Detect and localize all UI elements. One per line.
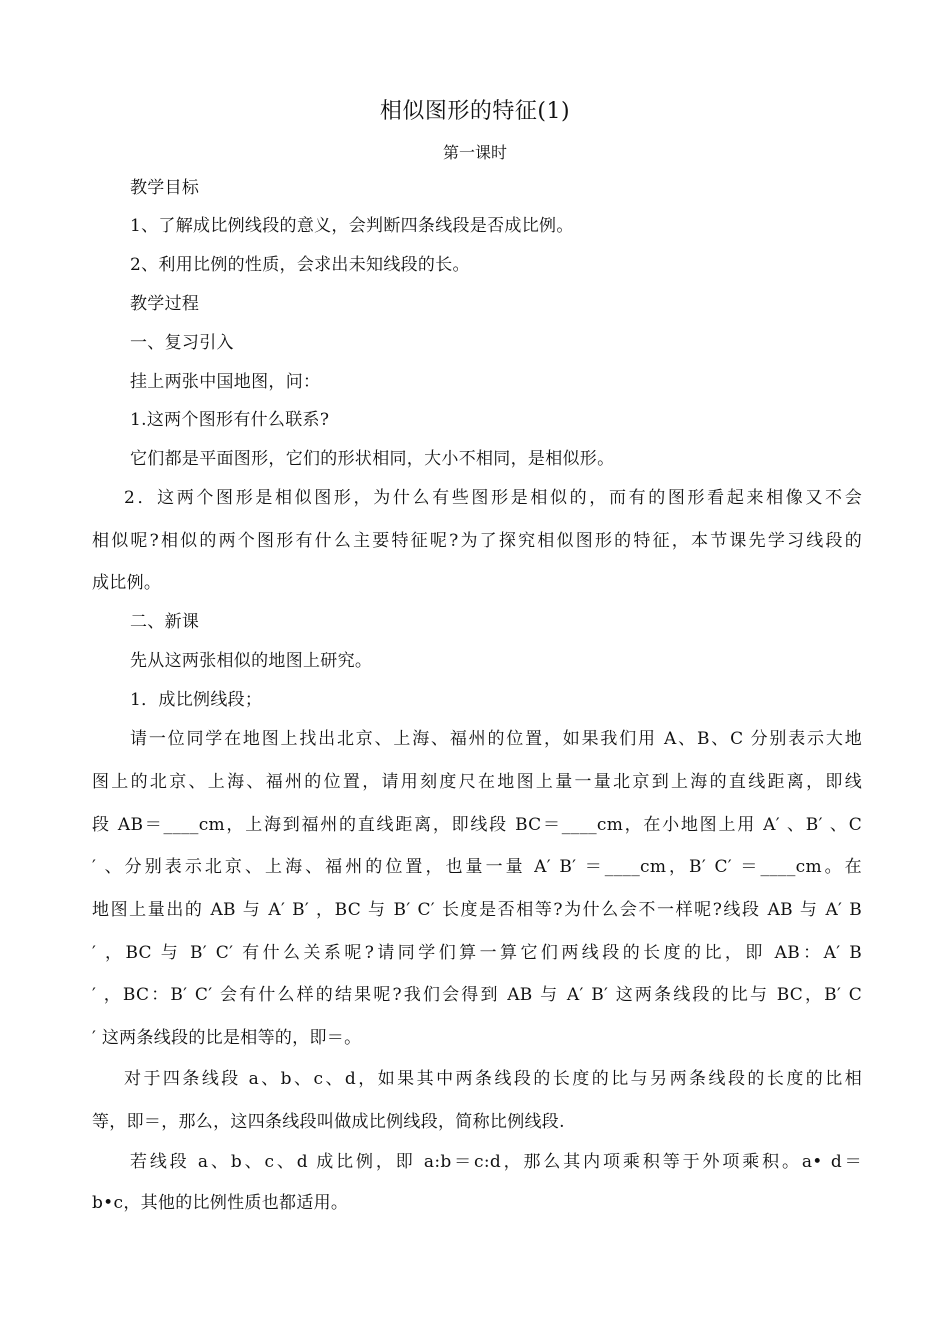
section-heading: 二、新课 [130, 612, 200, 632]
paragraph-line: 1、了解成比例线段的意义，会判断四条线段是否成比例。 [130, 216, 574, 236]
paragraph-line: 图上的北京、上海、福州的位置，请用刻度尺在地图上量一量北京到上海的直线距离，即线 [92, 772, 862, 792]
document-subtitle: 第一课时 [442, 143, 507, 162]
paragraph-line: ′ 、分别表示北京、上海、福州的位置，也量一量 A′ B′ ＝____cm，B′ C′ ＝____cm。在 [92, 857, 862, 877]
section-heading: 教学过程 [130, 294, 200, 314]
paragraph-line: 挂上两张中国地图，问： [130, 372, 321, 392]
paragraph-line: 若线段 a、b、c、d 成比例，即 a:b＝c:d，那么其内项乘积等于外项乘积。a• d＝ [130, 1152, 862, 1172]
section-heading: 一、复习引入 [130, 333, 234, 353]
paragraph-line: b•c，其他的比例性质也都适用。 [92, 1193, 349, 1213]
paragraph-line: 2．这两个图形是相似图形，为什么有些图形是相似的，而有的图形看起来相像又不会 [124, 488, 862, 508]
paragraph-line: 先从这两张相似的地图上研究。 [130, 651, 373, 671]
paragraph-line: ′ 这两条线段的比是相等的，即＝。 [92, 1028, 362, 1048]
paragraph-line: 请一位同学在地图上找出北京、上海、福州的位置，如果我们用 A、B、C 分别表示大地 [130, 729, 862, 749]
paragraph-line: 1．成比例线段； [130, 690, 263, 710]
paragraph-line: 相似呢?相似的两个图形有什么主要特征呢?为了探究相似图形的特征，本节课先学习线段的 [92, 531, 862, 551]
paragraph-line: 成比例。 [92, 573, 162, 593]
paragraph-line: ′ ，BC 与 B′ C′ 有什么关系呢?请同学们算一算它们两线段的长度的比，即 AB：A′ B [92, 943, 862, 963]
document-title: 相似图形的特征(1) [379, 99, 571, 124]
paragraph-line: 2、利用比例的性质，会求出未知线段的长。 [130, 255, 470, 275]
paragraph-line: 1.这两个图形有什么联系? [130, 410, 330, 430]
paragraph-line: 等，即＝，那么，这四条线段叫做成比例线段，简称比例线段. [92, 1112, 565, 1132]
paragraph-line: ′ ，BC：B′ C′ 会有什么样的结果呢?我们会得到 AB 与 A′ B′ 这两条线段的比与 BC，B′ C [92, 985, 862, 1005]
paragraph-line: 对于四条线段 a、b、c、d，如果其中两条线段的长度的比与另两条线段的长度的比相 [124, 1069, 862, 1089]
section-heading: 教学目标 [130, 178, 200, 198]
paragraph-line: 段 AB＝____cm，上海到福州的直线距离，即线段 BC＝____cm，在小地图上用 A′ 、B′ 、C [92, 815, 862, 835]
paragraph-line: 地图上量出的 AB 与 A′ B′ ，BC 与 B′ C′ 长度是否相等?为什么会不一样呢?线段 AB 与 A′ B [92, 900, 862, 920]
paragraph-line: 它们都是平面图形，它们的形状相同，大小不相同，是相似形。 [130, 449, 615, 469]
